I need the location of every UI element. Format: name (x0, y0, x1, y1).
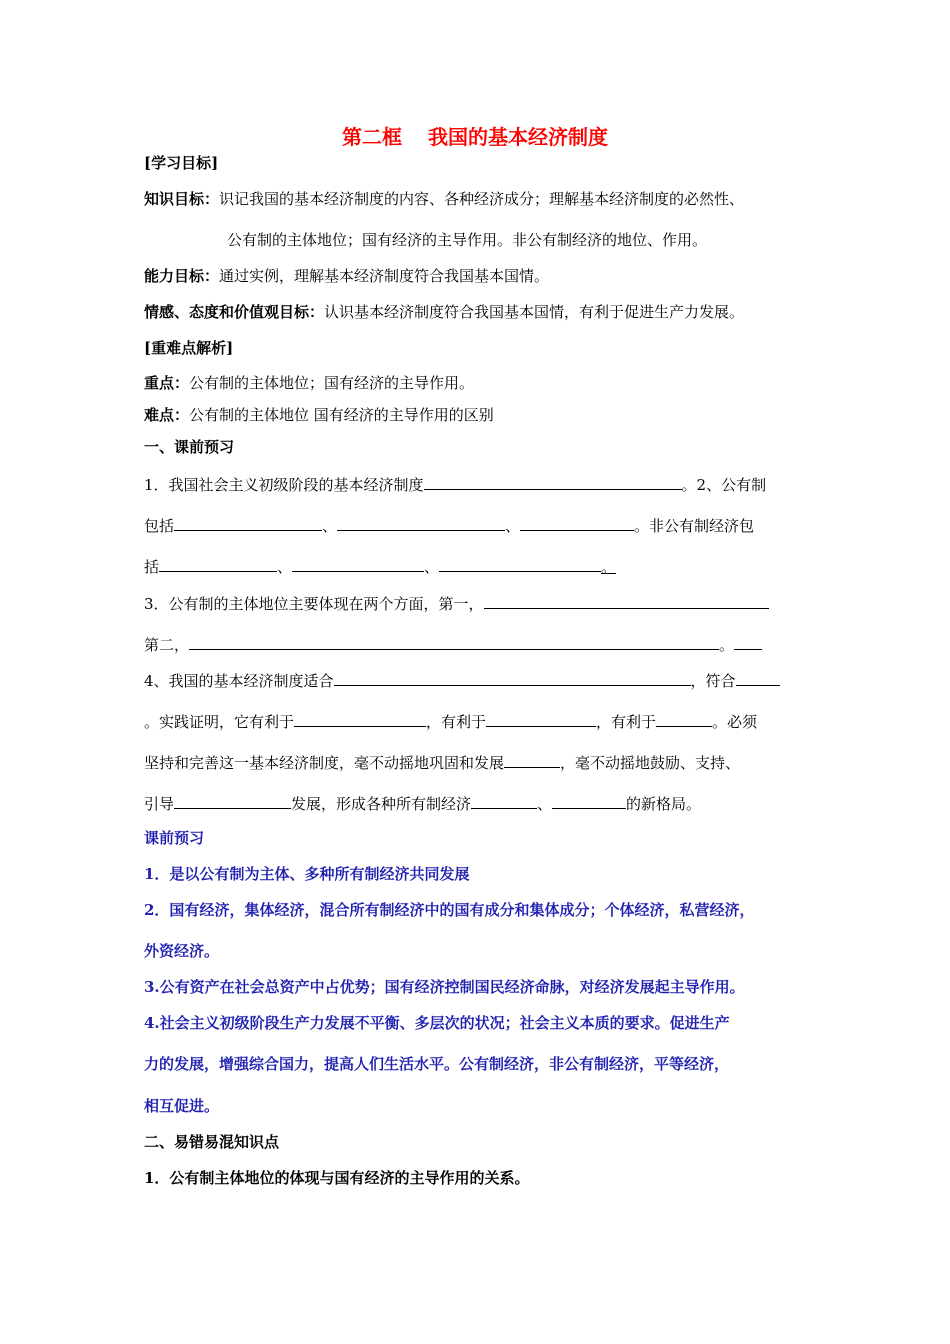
knowledge-line1: 识记我国的基本经济制度的内容、各种经济成分；理解基本经济制度的必然性、 (219, 190, 745, 208)
q3-text: 3．公有制的主体地位主要体现在两个方面，第一， (144, 595, 484, 613)
q4-text-f: 。必须 (712, 713, 758, 731)
separator: 、 (322, 517, 338, 535)
section2-item1: 1．公有制主体地位的体现与国有经济的主导作用的关系。 (144, 1169, 530, 1187)
focus-label: 重点： (144, 374, 190, 392)
knowledge-label: 知识目标： (144, 190, 220, 208)
separator: 、 (277, 558, 293, 576)
focus-point (144, 373, 474, 393)
answer-blank[interactable] (174, 792, 291, 809)
keypoints-heading: [重难点解析] (144, 339, 234, 357)
q4-text-i: 引导 (144, 795, 175, 813)
difficulty-point (144, 405, 494, 425)
question-4-line4 (144, 792, 701, 814)
answer-blank[interactable] (656, 710, 712, 727)
answer-blank[interactable] (189, 633, 719, 650)
answer-blank[interactable] (552, 792, 626, 809)
answer-blank[interactable] (159, 555, 277, 572)
q4-text-b: ，符合 (690, 672, 736, 690)
answer-blank[interactable] (484, 592, 769, 609)
answer-3: 3.公有资产在社会总资产中占优势；国有经济控制国民经济命脉，对经济发展起主导作用。 (144, 978, 745, 996)
section2-heading: 二、易错易混知识点 (144, 1133, 280, 1151)
answer-2-line1: 2．国有经济，集体经济，混合所有制经济中的国有成分和集体成分；个体经济，私营经济， (144, 901, 755, 919)
q1-text: 1．我国社会主义初级阶段的基本经济制度 (144, 476, 424, 494)
q2-text-end: 。非公有制经济包 (634, 517, 755, 535)
q2c-end: 。 (601, 558, 617, 576)
focus-text: 公有制的主体地位；国有经济的主导作用。 (189, 374, 475, 392)
question-4-line3 (144, 751, 740, 773)
emotion-text: 认识基本经济制度符合我国基本国情，有利于促进生产力发展。 (324, 303, 745, 321)
q4-text-d: ，有利于 (426, 713, 487, 731)
answer-4-line1: 4.社会主义初级阶段生产力发展不平衡、多层次的状况；社会主义本质的要求。促进生产 (144, 1014, 730, 1032)
emotion-objective (144, 302, 744, 322)
answer-blank[interactable] (174, 514, 322, 531)
answer-blank[interactable] (471, 792, 537, 809)
answer-blank[interactable] (734, 633, 762, 650)
q4-text-l: 的新格局。 (626, 795, 702, 813)
separator: 、 (505, 517, 521, 535)
q4-text-e: ，有利于 (596, 713, 657, 731)
answer-blank[interactable] (439, 555, 601, 572)
question-3 (144, 592, 769, 614)
answer-blank[interactable] (504, 751, 560, 768)
q3-end: 。 (719, 636, 735, 654)
objectives-heading: [学习目标] (144, 154, 219, 172)
answer-blank[interactable] (334, 669, 691, 686)
q4-text-c: 。实践证明，它有利于 (144, 713, 295, 731)
question-2 (144, 514, 754, 536)
q4-text-g: 坚持和完善这一基本经济制度，毫不动摇地巩固和发展 (144, 754, 505, 772)
q3b-text: 第二， (144, 636, 190, 654)
answer-1: 1．是以公有制为主体、多种所有制经济共同发展 (144, 865, 470, 883)
ability-label: 能力目标： (144, 267, 220, 285)
answer-blank[interactable] (736, 669, 780, 686)
page-title (0, 124, 950, 150)
q2c-text: 括 (144, 558, 160, 576)
question-2-cont (144, 555, 616, 577)
answers-heading: 课前预习 (144, 829, 205, 847)
answer-blank[interactable] (520, 514, 634, 531)
answer-blank[interactable] (337, 514, 505, 531)
emotion-label: 情感、态度和价值观目标： (144, 303, 325, 321)
q4-text-j: 发展，形成各种所有制经济 (291, 795, 472, 813)
q2-text: 包括 (144, 517, 175, 535)
answer-blank[interactable] (424, 473, 682, 490)
answer-blank[interactable] (486, 710, 596, 727)
title-part1: 第二框 (342, 125, 402, 149)
answer-2-line2: 外资经济。 (144, 942, 220, 960)
question-4-line2 (144, 710, 757, 732)
preview-heading: 一、课前预习 (144, 438, 235, 456)
q1-text-end: 。2、公有制 (681, 476, 767, 494)
separator: 、 (537, 795, 553, 813)
answer-4-line3: 相互促进。 (144, 1097, 220, 1115)
title-part2: 我国的基本经济制度 (428, 125, 608, 149)
separator: 、 (424, 558, 440, 576)
q4-text: 4、我国的基本经济制度适合 (144, 672, 334, 690)
ability-objective (144, 266, 549, 286)
difficulty-label: 难点： (144, 406, 190, 424)
knowledge-objective (144, 189, 744, 209)
answer-4-line2: 力的发展，增强综合国力，提高人们生活水平。公有制经济，非公有制经济，平等经济， (144, 1055, 730, 1073)
knowledge-line2: 公有制的主体地位；国有经济的主导作用。非公有制经济的地位、作用。 (227, 231, 708, 249)
q4-text-h: ，毫不动摇地鼓励、支持、 (560, 754, 741, 772)
answer-blank[interactable] (292, 555, 424, 572)
question-4 (144, 669, 780, 691)
ability-text: 通过实例，理解基本经济制度符合我国基本国情。 (219, 267, 550, 285)
question-1 (144, 473, 766, 495)
difficulty-text: 公有制的主体地位 国有经济的主导作用的区别 (189, 406, 494, 424)
answer-blank[interactable] (294, 710, 426, 727)
question-3-cont (144, 633, 762, 655)
